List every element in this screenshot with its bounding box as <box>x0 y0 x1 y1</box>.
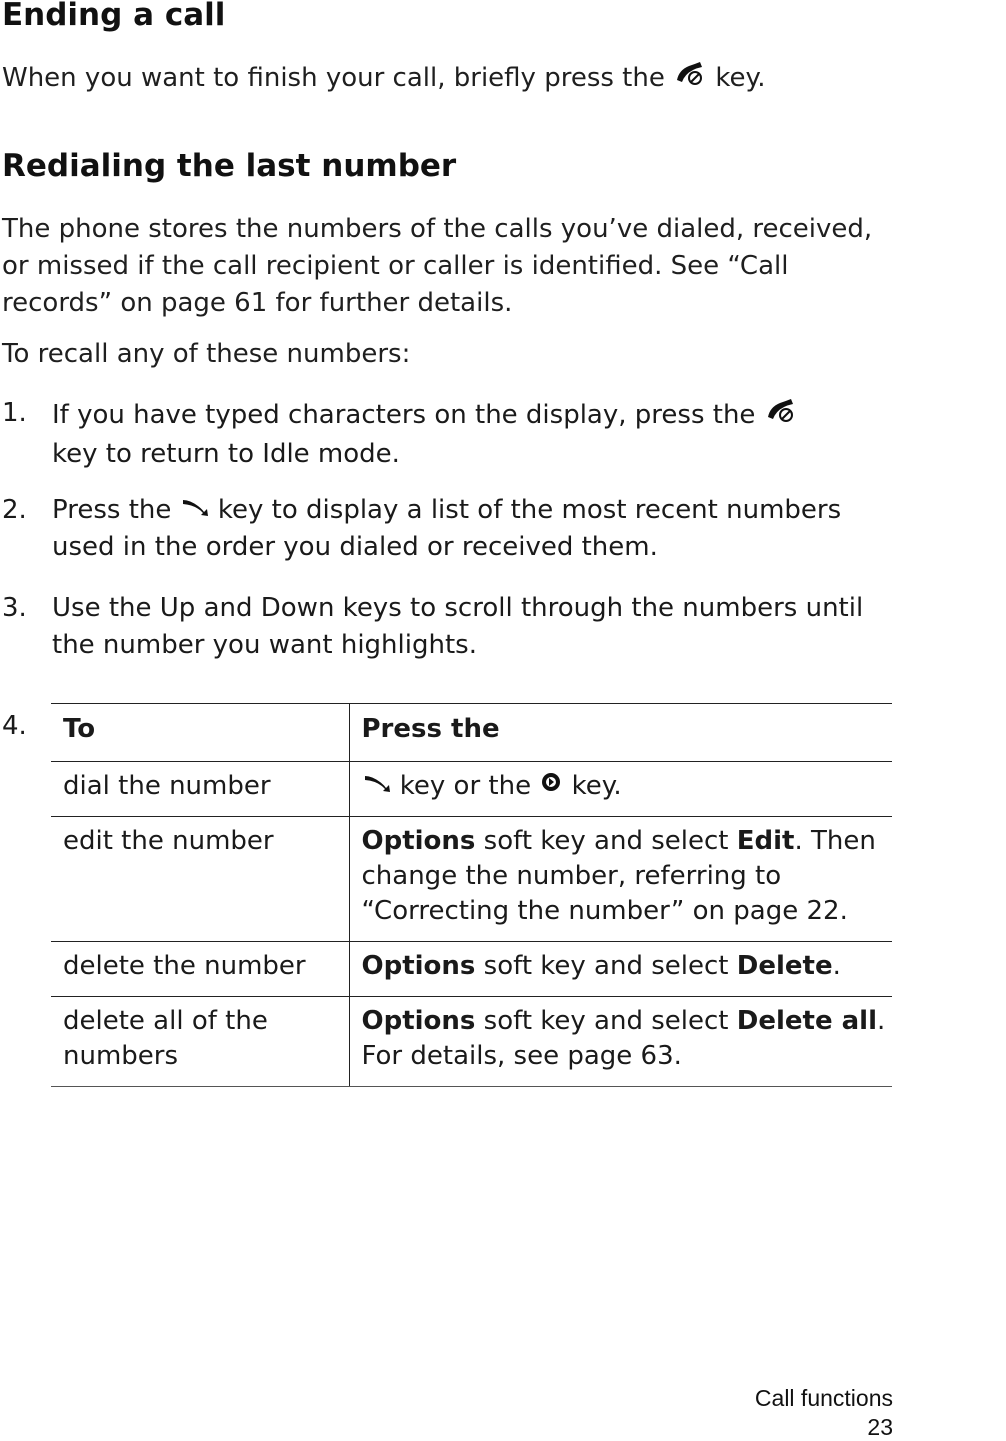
table-cell-action: delete the number <box>51 942 349 997</box>
delete-label: Delete <box>736 951 833 981</box>
table-cell-text: soft key and select <box>475 826 737 856</box>
table-cell-text: soft key and select <box>475 1006 737 1036</box>
ending-call-text: When you want to finish your call, briefly press the <box>2 63 665 93</box>
step-1-text: If you have typed characters on the display, press the <box>52 400 756 430</box>
edit-label: Edit <box>736 826 795 856</box>
page-number: 23 <box>867 1414 893 1440</box>
table-header-press: Press the <box>349 704 892 762</box>
step-text <box>52 395 892 473</box>
delete-all-label: Delete all <box>736 1006 878 1036</box>
table-cell-text: key. <box>563 771 622 801</box>
table-cell-text: key or the <box>391 771 540 801</box>
table-row <box>51 817 892 942</box>
step-number: 2. <box>2 495 27 525</box>
table-header-to: To <box>51 704 349 762</box>
table-header-row <box>51 704 892 762</box>
nav-ok-key-icon <box>539 769 563 804</box>
redial-intro-paragraph: The phone stores the numbers of the calls you’ve dialed, received, or missed if the call recipient or caller is identified. See “Call records” on page 61 for further details. <box>2 214 873 318</box>
step-number: 1. <box>2 398 27 428</box>
end-call-key-icon <box>673 58 707 99</box>
table-cell-action: delete all of the numbers <box>51 997 349 1087</box>
table-cell-text: . For details, see page 63. <box>361 1006 886 1071</box>
table-cell-action: edit the number <box>51 817 349 942</box>
step-1-text-after: key to return to Idle mode. <box>52 439 400 469</box>
key-action-table <box>51 703 892 1087</box>
step-text: Use the Up and Down keys to scroll through the numbers until the number you want highlights. <box>52 593 864 660</box>
table-cell-key <box>349 762 892 817</box>
table-row <box>51 997 892 1087</box>
table-cell-key <box>349 942 892 997</box>
step-2-text: Press the <box>52 495 172 525</box>
ending-call-paragraph <box>2 58 765 99</box>
table-row <box>51 762 892 817</box>
step-2-text-after: key to display a list of the most recent numbers used in the order you dialed or received them. <box>52 495 842 562</box>
table-cell-text: . Then change the number, referring to “Correcting the number” on page 22. <box>361 826 876 926</box>
options-label: Options <box>361 826 476 856</box>
table-row <box>51 942 892 997</box>
send-key-icon <box>180 492 210 529</box>
send-key-icon <box>362 769 392 804</box>
recall-paragraph: To recall any of these numbers: <box>2 339 411 369</box>
table-cell-action: dial the number <box>51 762 349 817</box>
end-call-key-icon <box>764 395 798 436</box>
options-label: Options <box>361 951 476 981</box>
step-number: 3. <box>2 593 27 623</box>
footer-section-name: Call functions <box>754 1385 893 1411</box>
heading-ending-a-call: Ending a call <box>2 0 226 33</box>
heading-redialing: Redialing the last number <box>2 148 457 184</box>
table-cell-key <box>349 997 892 1087</box>
table-cell-text: . <box>832 951 841 981</box>
ending-call-text-after: key. <box>707 63 766 93</box>
table-cell-text: soft key and select <box>475 951 737 981</box>
table-cell-key <box>349 817 892 942</box>
step-4-number: 4. <box>2 711 27 741</box>
options-label: Options <box>361 1006 476 1036</box>
step-text <box>52 492 892 566</box>
